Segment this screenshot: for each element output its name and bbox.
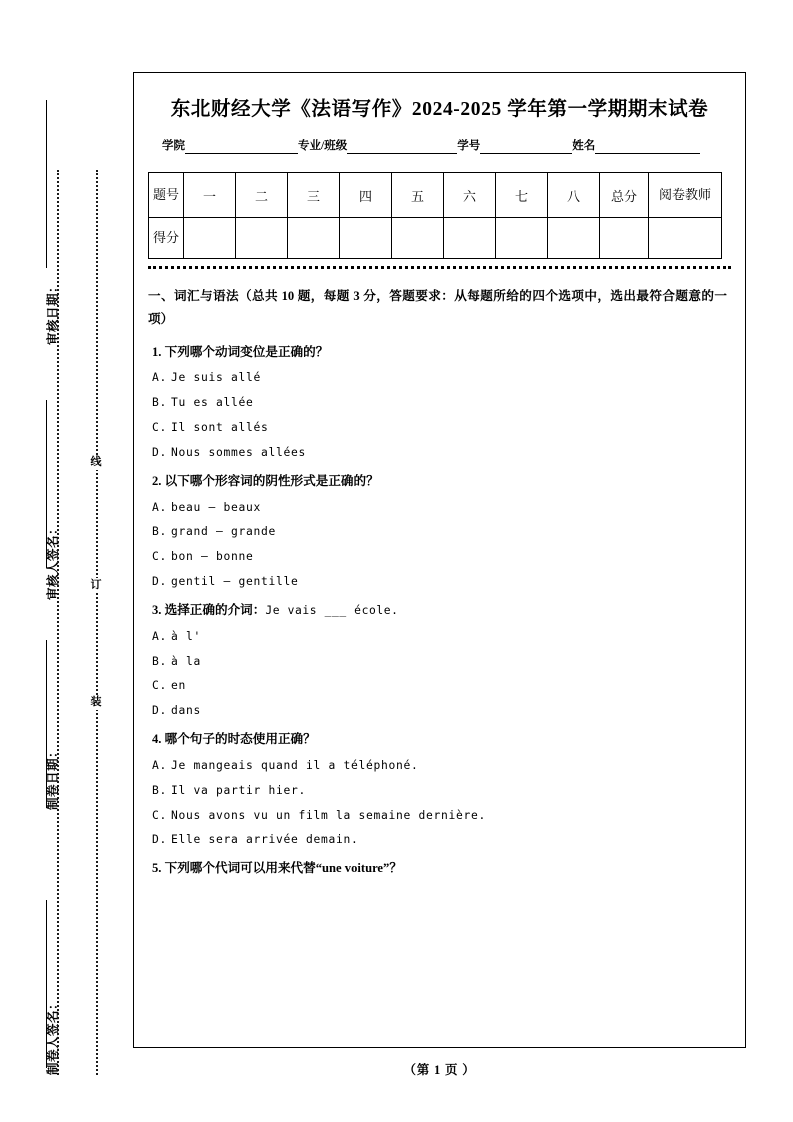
- score-cell-3[interactable]: [288, 218, 340, 259]
- option-text: dans: [171, 704, 202, 718]
- question-2-option-b[interactable]: [152, 524, 727, 540]
- question-4-text: 哪个句子的时态使用正确？: [164, 732, 316, 747]
- option-letter: D.: [152, 575, 168, 589]
- option-text: Je suis allé: [171, 371, 262, 385]
- question-1-option-b[interactable]: [152, 395, 727, 411]
- score-col-head-marker: 阅卷教师: [649, 173, 722, 218]
- margin-label-paper-maker-signature: 制卷人签名：: [46, 996, 60, 1075]
- margin-label-reviewer-signature: 审核人签名：: [46, 521, 60, 600]
- question-2-option-a[interactable]: [152, 500, 727, 516]
- score-col-head-1: 一: [184, 173, 236, 218]
- option-text: bon – bonne: [171, 550, 254, 564]
- field-name-blank[interactable]: [595, 140, 700, 154]
- field-student-number[interactable]: [457, 137, 572, 154]
- option-letter: D.: [152, 833, 168, 847]
- question-3-stem: [152, 601, 727, 620]
- question-3-option-c[interactable]: [152, 678, 727, 694]
- question-1-text: 下列哪个动词变位是正确的？: [164, 344, 329, 359]
- question-3-number: 3.: [152, 602, 162, 617]
- score-cell-2[interactable]: [236, 218, 288, 259]
- score-table-wrapper: [148, 172, 745, 259]
- option-text: Il sont allés: [171, 421, 269, 435]
- question-4-option-c[interactable]: [152, 808, 727, 824]
- option-letter: A.: [152, 500, 168, 514]
- question-2-text: 以下哪个形容词的阴性形式是正确的？: [164, 473, 379, 488]
- question-4-number: 4.: [152, 732, 162, 747]
- row-header-question-no: 题号: [149, 173, 184, 218]
- field-major-class[interactable]: [298, 137, 457, 154]
- seal-dotted-line-inner: [96, 170, 98, 1075]
- exam-paper-box: [133, 72, 746, 1048]
- field-college[interactable]: [162, 137, 298, 154]
- score-cell-7[interactable]: [496, 218, 548, 259]
- question-2-stem: [152, 472, 727, 491]
- score-cell-total[interactable]: [600, 218, 649, 259]
- field-major-class-blank[interactable]: [347, 140, 457, 154]
- score-col-head-5: 五: [392, 173, 444, 218]
- option-letter: A.: [152, 371, 168, 385]
- score-cell-8[interactable]: [548, 218, 600, 259]
- dotted-separator: [148, 266, 731, 269]
- score-col-head-total: 总分: [600, 173, 649, 218]
- field-college-blank[interactable]: [185, 140, 298, 154]
- score-cell-marker[interactable]: [649, 218, 722, 259]
- option-text: gentil – gentille: [171, 575, 299, 589]
- option-text: Nous sommes allées: [171, 445, 307, 459]
- option-letter: B.: [152, 783, 168, 797]
- question-4-option-b[interactable]: [152, 783, 727, 799]
- option-text: grand – grande: [171, 525, 277, 539]
- question-1-option-a[interactable]: [152, 370, 727, 386]
- option-letter: D.: [152, 445, 168, 459]
- student-id-fields: [162, 137, 731, 154]
- option-letter: C.: [152, 808, 168, 822]
- score-col-head-3: 三: [288, 173, 340, 218]
- question-3-option-a[interactable]: [152, 629, 727, 645]
- question-1-option-c[interactable]: [152, 420, 727, 436]
- option-text: Je mangeais quand il a téléphoné.: [171, 758, 419, 772]
- question-2-option-c[interactable]: [152, 549, 727, 565]
- score-col-head-7: 七: [496, 173, 548, 218]
- score-cell-1[interactable]: [184, 218, 236, 259]
- exam-body: [148, 285, 727, 878]
- question-1-option-d[interactable]: [152, 445, 727, 461]
- option-text: beau – beaux: [171, 500, 262, 514]
- table-row-question-numbers: [149, 173, 722, 218]
- option-letter: B.: [152, 654, 168, 668]
- field-student-number-blank[interactable]: [480, 140, 572, 154]
- page-footer: （第 1 页 ）: [403, 1063, 476, 1077]
- seal-char-zhuang: 装: [88, 695, 104, 710]
- section-heading-1: 一、词汇与语法（总共 10 题，每题 3 分，答题要求：从每题所给的四个选项中，选出最符合题意的一项）: [148, 289, 727, 327]
- margin-rule-1: [46, 100, 47, 268]
- field-college-label: 学院: [162, 140, 185, 152]
- option-letter: A.: [152, 758, 168, 772]
- score-col-head-2: 二: [236, 173, 288, 218]
- score-col-head-4: 四: [340, 173, 392, 218]
- question-5-stem: [152, 859, 727, 878]
- seal-dotted-line-outer: [57, 170, 59, 1075]
- seal-char-xian: 线: [88, 455, 104, 470]
- question-3-option-b[interactable]: [152, 654, 727, 670]
- option-text: Elle sera arrivée demain.: [171, 833, 359, 847]
- margin-label-review-date: 审核日期：: [46, 279, 60, 345]
- option-text: à la: [171, 654, 202, 668]
- page-title: 东北财经大学《法语写作》2024‑2025 学年第一学期期末试卷: [170, 99, 709, 120]
- question-3-text: 选择正确的介词：: [164, 602, 266, 617]
- table-row-scores: [149, 218, 722, 259]
- question-1-stem: [152, 343, 727, 362]
- option-letter: C.: [152, 679, 168, 693]
- option-text: à l': [171, 629, 202, 643]
- option-text: Tu es allée: [171, 396, 254, 410]
- question-2-number: 2.: [152, 473, 162, 488]
- option-letter: C.: [152, 550, 168, 564]
- question-2-option-d[interactable]: [152, 574, 727, 590]
- option-text: en: [171, 679, 187, 693]
- option-letter: C.: [152, 421, 168, 435]
- left-margin-binding-area: [0, 0, 130, 1122]
- question-1-number: 1.: [152, 344, 162, 359]
- question-3-option-d[interactable]: [152, 703, 727, 719]
- option-letter: A.: [152, 629, 168, 643]
- score-cell-4[interactable]: [340, 218, 392, 259]
- score-cell-5[interactable]: [392, 218, 444, 259]
- question-5-text: 下列哪个代词可以用来代替“une voiture”？: [164, 861, 402, 876]
- question-4-option-d[interactable]: [152, 832, 727, 848]
- option-text: Il va partir hier.: [171, 783, 307, 797]
- field-major-class-label: 专业/班级: [298, 140, 348, 152]
- field-student-number-label: 学号: [457, 140, 481, 152]
- margin-label-paper-date: 制卷日期：: [46, 744, 60, 810]
- score-col-head-8: 八: [548, 173, 600, 218]
- question-5-number: 5.: [152, 861, 162, 876]
- field-name[interactable]: [572, 137, 700, 154]
- option-letter: B.: [152, 525, 168, 539]
- row-header-score: 得分: [149, 218, 184, 259]
- option-letter: B.: [152, 396, 168, 410]
- score-col-head-6: 六: [444, 173, 496, 218]
- question-4-stem: [152, 730, 727, 749]
- option-letter: D.: [152, 704, 168, 718]
- field-name-label: 姓名: [572, 140, 596, 152]
- score-table: [148, 172, 722, 259]
- option-text: Nous avons vu un film la semaine dernière.: [171, 808, 487, 822]
- score-cell-6[interactable]: [444, 218, 496, 259]
- seal-char-ding: 订: [88, 578, 104, 593]
- question-3-french: Je vais ___ école.: [265, 603, 399, 617]
- question-4-option-a[interactable]: [152, 758, 727, 774]
